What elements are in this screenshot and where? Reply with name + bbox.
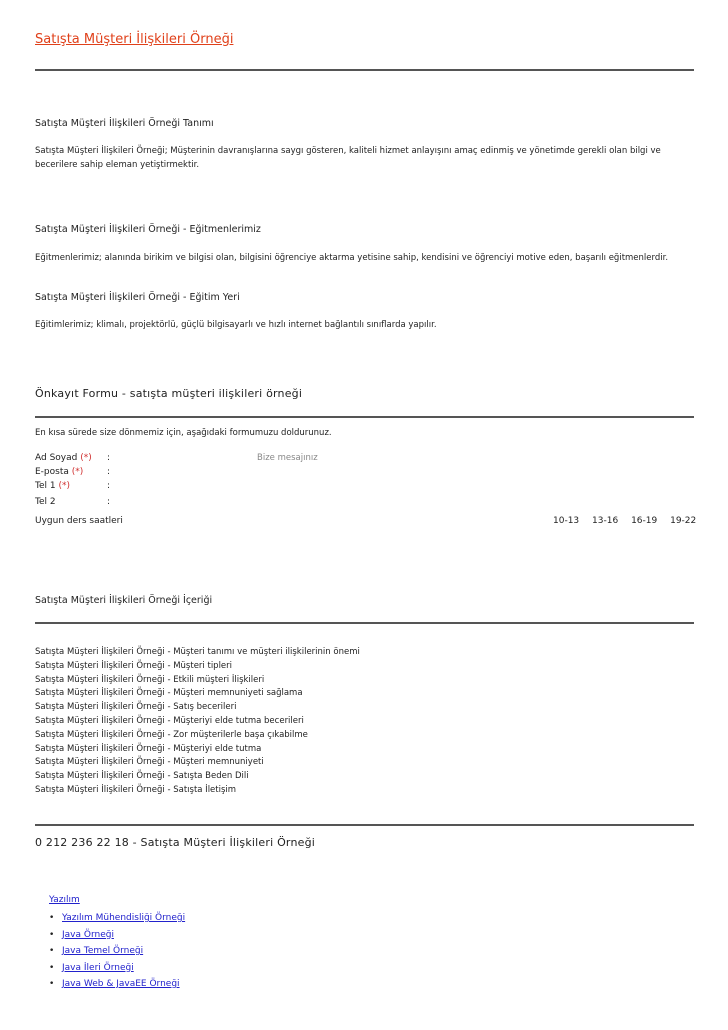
list-item: Satışta Müşteri İlişkileri Örneği - Etkili müşteri İlişkileri [35, 674, 265, 685]
list-item [49, 976, 185, 993]
slot-option[interactable]: 16-19 [631, 516, 658, 526]
icerik-heading: Satışta Müşteri İlişkileri Örneği İçeriği [35, 595, 213, 606]
contact-heading: 0 212 236 22 18 - Satışta Müşteri İlişkileri Örneği [35, 836, 316, 849]
list-item: Satışta Müşteri İlişkileri Örneği - Müşteri memnuniyeti sağlama [35, 688, 303, 699]
link-java-ileri[interactable]: Java İleri Örneği [62, 962, 134, 973]
bullet: • [49, 929, 55, 940]
links-list [49, 910, 185, 993]
email-label [35, 467, 83, 477]
tel2-label: Tel 2 [35, 497, 56, 507]
list-item: Satışta Müşteri İlişkileri Örneği - Satışta İletişim [35, 784, 237, 795]
name-colon: : [107, 453, 111, 463]
tel2-colon: : [107, 497, 111, 507]
list-item [49, 943, 185, 960]
slot-option[interactable]: 19-22 [670, 516, 697, 526]
form-intro: En kısa sürede size dönmemiz için, aşağıdaki formumuzu doldurunuz. [35, 428, 332, 438]
list-item [49, 910, 185, 927]
link-java-temel[interactable]: Java Temel Örneği [62, 946, 144, 956]
list-item: Satışta Müşteri İlişkileri Örneği - Satış becerileri [35, 702, 237, 713]
slots-group [543, 516, 696, 526]
required-mark: (*) [80, 453, 92, 463]
divider [35, 622, 694, 624]
divider [35, 416, 694, 418]
name-label [35, 453, 92, 463]
page-title-link[interactable]: Satışta Müşteri İlişkileri Örneği [35, 32, 234, 47]
divider [35, 69, 694, 71]
divider [35, 824, 694, 826]
name-label-text: Ad Soyad [35, 453, 78, 463]
yer-text: Eğitimlerimiz; klimalı, projektörlü, güçlü bilgisayarlı ve hızlı internet bağlantılı sınıflarda yapılır. [35, 320, 437, 330]
message-textarea[interactable]: Bize mesajınız [257, 453, 318, 463]
link-java-web[interactable]: Java Web & JavaEE Örneği [62, 979, 180, 989]
required-mark: (*) [71, 467, 84, 477]
list-item: Satışta Müşteri İlişkileri Örneği - Müşteri tipleri [35, 660, 233, 671]
list-item: Satışta Müşteri İlişkileri Örneği - Zor müşterilerle başa çıkabilme [35, 729, 308, 740]
link-yazilim-muhendisligi[interactable]: Yazılım Mühendisliği Örneği [62, 913, 186, 923]
link-java[interactable]: Java Örneği [62, 929, 114, 940]
tanim-heading: Satışta Müşteri İlişkileri Örneği Tanımı [35, 118, 214, 129]
slot-option[interactable]: 13-16 [592, 516, 619, 526]
links-title[interactable]: Yazılım [49, 895, 80, 905]
form-heading: Önkayıt Formu - satışta müşteri ilişkileri örneği [35, 387, 303, 400]
course-list [35, 646, 360, 798]
list-item: Satışta Müşteri İlişkileri Örneği - Satışta Beden Dili [35, 771, 249, 782]
list-item: Satışta Müşteri İlişkileri Örneği - Müşteriyi elde tutma [35, 743, 262, 754]
list-item: Satışta Müşteri İlişkileri Örneği - Müşteri tanımı ve müşteri ilişkilerinin önemi [35, 647, 360, 657]
tel1-label-text: Tel 1 [35, 481, 56, 491]
required-mark: (*) [58, 481, 70, 491]
tel1-colon: : [107, 481, 111, 491]
tel1-label [35, 481, 70, 491]
egitmen-text: Eğitmenlerimiz; alanında birikim ve bilgisi olan, bilgisini öğrenciye aktarma yetisine sahip, kendisini ve öğrenciyi motive eden, başarılı eğitmenlerdir. [35, 253, 669, 263]
egitmen-heading: Satışta Müşteri İlişkileri Örneği - Eğitmenlerimiz [35, 224, 261, 235]
list-item: Satışta Müşteri İlişkileri Örneği - Müşteri memnuniyeti [35, 757, 264, 768]
slot-option[interactable]: 10-13 [553, 516, 580, 526]
slots-label: Uygun ders saatleri [35, 516, 123, 526]
bullet: • [49, 913, 55, 923]
tanim-text: Satışta Müşteri İlişkileri Örneği; Müşterinin davranışlarına saygı gösteren, kaliteli hizmet anlayışını amaç edinmiş ve yönetimde gerekli olan bilgi ve becerilere sahip eleman yetiştirmektir. [35, 146, 661, 170]
email-colon: : [107, 467, 111, 477]
bullet: • [49, 946, 55, 956]
bullet: • [49, 962, 55, 973]
bullet: • [49, 979, 55, 989]
email-label-text: E-posta [35, 467, 69, 477]
list-item: Satışta Müşteri İlişkileri Örneği - Müşteriyi elde tutma becerileri [35, 715, 304, 726]
list-item [49, 927, 185, 944]
yer-heading: Satışta Müşteri İlişkileri Örneği - Eğitim Yeri [35, 292, 240, 303]
list-item [49, 960, 185, 977]
